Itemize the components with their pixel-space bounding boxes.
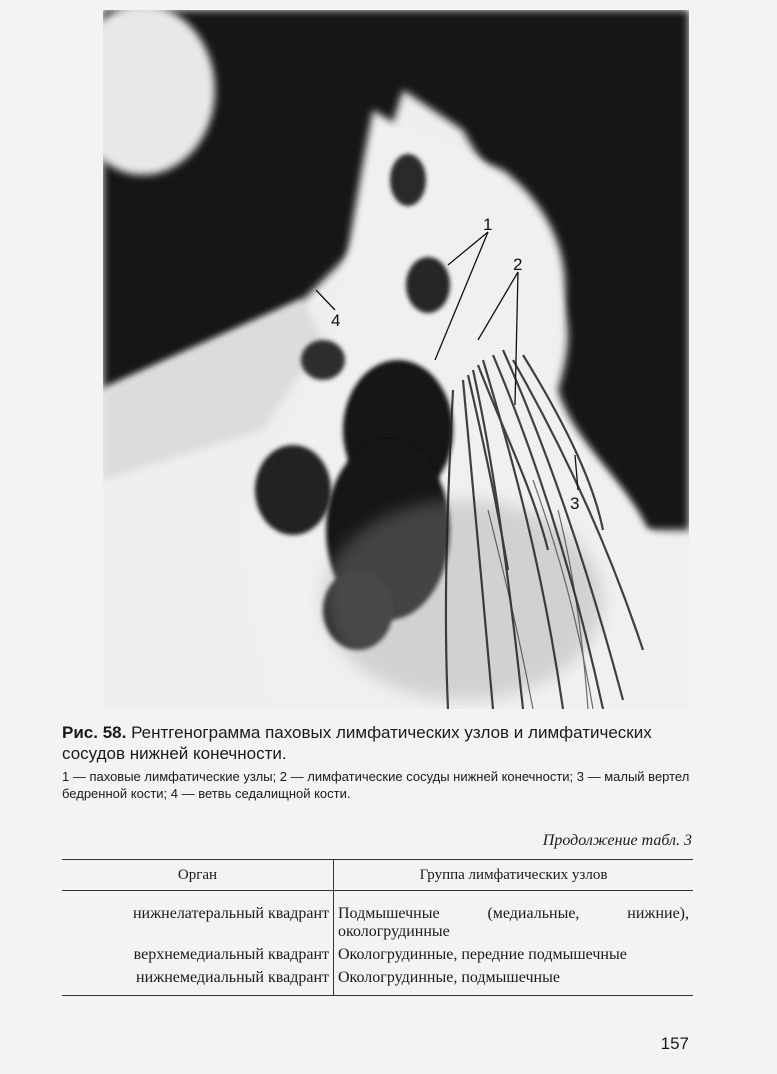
caption-title bbox=[62, 722, 702, 764]
organ-cell: нижнемедиальный квадрант bbox=[62, 967, 334, 996]
node-group-cell: Окологрудинные, подмышечные bbox=[334, 967, 694, 996]
table-row bbox=[62, 891, 693, 945]
xray-label-4: 4 bbox=[331, 311, 341, 330]
xray-label-1: 1 bbox=[483, 215, 493, 234]
caption-legend: 1 — паховые лимфатические узлы; 2 — лимфатические сосуды нижней конечности; 3 — малый вертел бедренной кости; 4 — ветвь седалищной кости. bbox=[62, 769, 690, 801]
figure-caption bbox=[62, 722, 702, 802]
xray-figure bbox=[103, 10, 689, 709]
xray-label-2: 2 bbox=[513, 255, 523, 274]
table-row bbox=[62, 967, 693, 996]
page-number: 157 bbox=[660, 1034, 689, 1053]
lymph-node-table bbox=[62, 859, 693, 996]
table-header-row bbox=[62, 860, 693, 891]
column-header-node-group: Группа лимфатических узлов bbox=[334, 860, 694, 891]
column-header-organ: Орган bbox=[62, 860, 334, 891]
organ-cell: верхнемедиальный квадрант bbox=[133, 946, 329, 963]
node-group-cell: Подмышечные (медиальные, нижние), окологрудинные bbox=[334, 891, 694, 945]
xray-label-3: 3 bbox=[570, 494, 580, 513]
table-row bbox=[62, 944, 693, 967]
figure-number: Рис. 58. bbox=[62, 723, 127, 742]
node-group-cell: Окологрудинные, передние подмышечные bbox=[334, 944, 694, 967]
caption-text: Рентгенограмма паховых лимфатических узлов и лимфатических сосудов нижней конечности. bbox=[62, 723, 652, 763]
xray-image bbox=[103, 10, 689, 709]
organ-cell: нижнелатеральный квадрант bbox=[132, 905, 329, 922]
table-continuation-label: Продолжение табл. 3 bbox=[542, 832, 692, 849]
